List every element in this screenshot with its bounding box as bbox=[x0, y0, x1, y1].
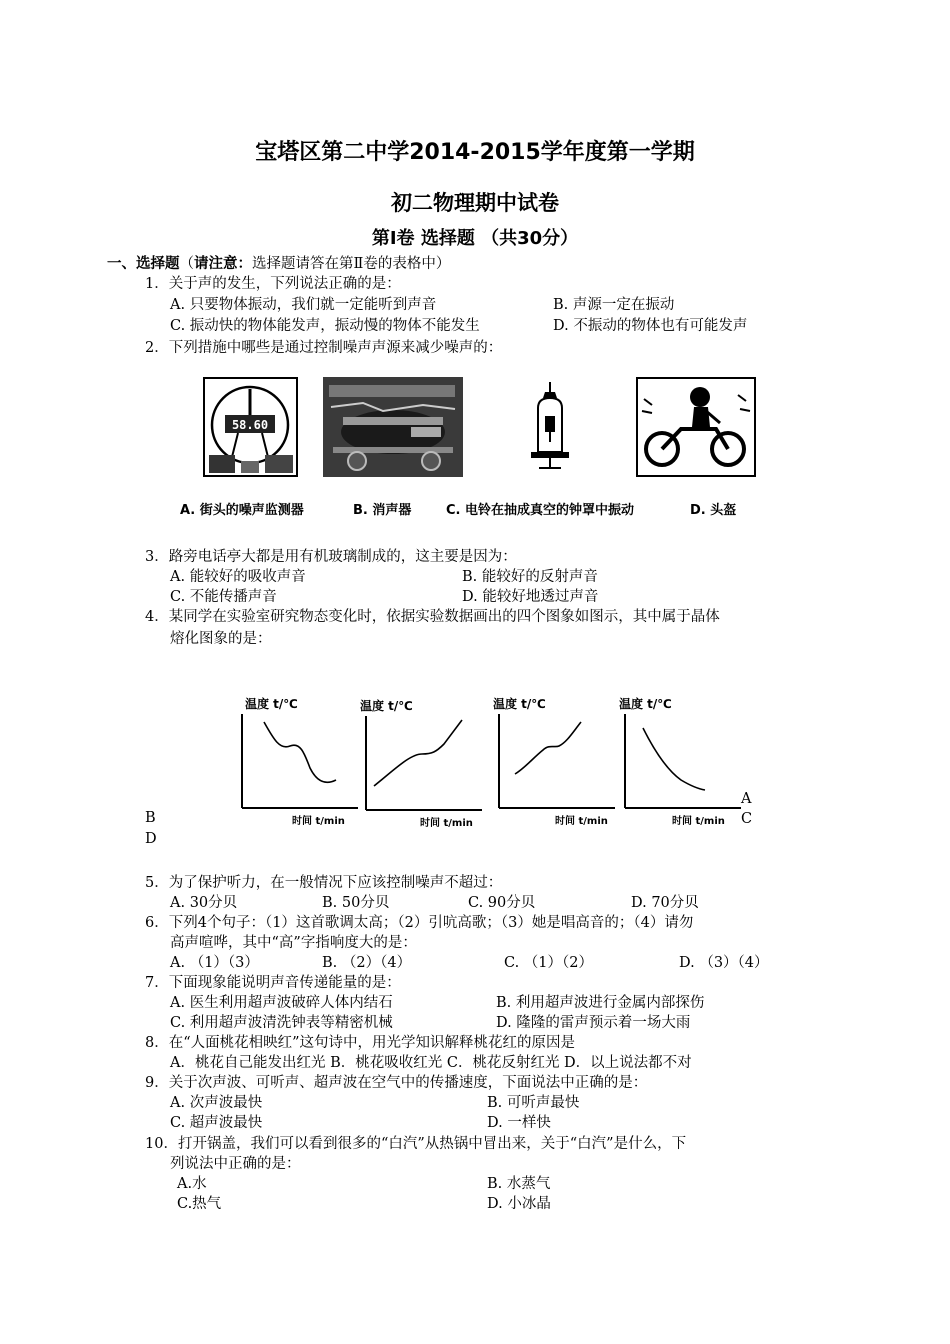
section-paren: （ bbox=[179, 256, 194, 272]
helmet-motorcycle-picture bbox=[636, 377, 756, 477]
exam-paper-title: 初二物理期中试卷 bbox=[391, 191, 559, 215]
q4-stem-line2: 熔化图象的是： bbox=[170, 631, 272, 647]
q8-options: A．桃花自己能发出红光 B．桃花吸收红光 C．桃花反射红光 D．以上说法都不对 bbox=[170, 1055, 692, 1071]
graph3-ylabel: 温度 t/℃ bbox=[493, 697, 546, 711]
q3-stem: 3．路旁电话亭大都是用有机玻璃制成的，这主要是因为： bbox=[145, 549, 517, 565]
graph3-xlabel: 时间 t/min bbox=[555, 816, 608, 827]
q10-option-b: B. 水蒸气 bbox=[487, 1176, 551, 1192]
section-header bbox=[107, 252, 450, 273]
q2-stem: 2．下列措施中哪些是通过控制噪声声源来减少噪声的： bbox=[145, 340, 503, 356]
q3-option-b: B. 能较好的反射声音 bbox=[462, 569, 598, 585]
section-note-label: 请注意： bbox=[194, 256, 252, 272]
q4-letter-a: A bbox=[741, 791, 752, 807]
q5-stem: 5．为了保护听力，在一般情况下应该控制噪声不超过： bbox=[145, 875, 503, 891]
q9-option-c: C. 超声波最快 bbox=[170, 1115, 263, 1131]
muffler-picture bbox=[323, 377, 463, 477]
graph1-ylabel: 温度 t/℃ bbox=[245, 697, 298, 711]
q5-option-d: D. 70分贝 bbox=[631, 895, 699, 911]
section-label: 一、选择题 bbox=[107, 256, 180, 272]
q10-option-a: A.水 bbox=[177, 1176, 207, 1192]
q6-stem-line1: 6．下列4个句子：（1）这首歌调太高；（2）引吭高歌；（3）她是唱高音的；（4）请勿 bbox=[145, 915, 694, 931]
graph3-curve bbox=[497, 712, 617, 812]
q1-option-d: D. 不振动的物体也有可能发声 bbox=[553, 318, 748, 334]
q5-option-a: A. 30分贝 bbox=[170, 895, 238, 911]
q3-option-a: A. 能较好的吸收声音 bbox=[170, 569, 306, 585]
q3-option-c: C. 不能传播声音 bbox=[170, 589, 277, 605]
q7-option-c: C. 利用超声波清洗钟表等精密机械 bbox=[170, 1015, 393, 1031]
graph1-curve bbox=[240, 712, 360, 812]
q2-caption-a: A. 街头的噪声监测器 bbox=[180, 503, 304, 518]
q5-option-b: B. 50分贝 bbox=[322, 895, 390, 911]
q6-option-a: A. （1）（3） bbox=[170, 955, 259, 971]
q7-option-a: A. 医生利用超声波破碎人体内结石 bbox=[170, 995, 393, 1011]
q4-letter-d: D bbox=[145, 831, 157, 847]
q6-option-c: C. （1）（2） bbox=[504, 955, 593, 971]
q10-option-c: C.热气 bbox=[177, 1196, 222, 1212]
q7-option-d: D. 隆隆的雷声预示着一场大雨 bbox=[496, 1015, 691, 1031]
q6-option-b: B. （2）（4） bbox=[322, 955, 412, 971]
graph1-xlabel: 时间 t/min bbox=[292, 816, 345, 827]
q10-option-d: D. 小冰晶 bbox=[487, 1196, 551, 1212]
q9-stem: 9．关于次声波、可听声、超声波在空气中的传播速度，下面说法中正确的是： bbox=[145, 1075, 648, 1091]
exam-school-title: 宝塔区第二中学2014-2015学年度第一学期 bbox=[255, 140, 695, 165]
q1-stem: 1．关于声的发生，下列说法正确的是： bbox=[145, 276, 401, 292]
section-note-text: 选择题请答在第Ⅱ卷的表格中） bbox=[252, 256, 451, 272]
noise-monitor-picture bbox=[203, 377, 298, 477]
q9-option-d: D. 一样快 bbox=[487, 1115, 551, 1131]
graph4-ylabel: 温度 t/℃ bbox=[619, 697, 672, 711]
q9-option-b: B. 可听声最快 bbox=[487, 1095, 580, 1111]
q8-stem: 8．在“人面桃花相映红”这句诗中，用光学知识解释桃花红的原因是 bbox=[145, 1035, 576, 1051]
graph2-curve bbox=[364, 714, 484, 814]
q4-letter-b: B bbox=[145, 810, 156, 826]
graph2-ylabel: 温度 t/℃ bbox=[360, 699, 413, 713]
q9-option-a: A. 次声波最快 bbox=[170, 1095, 263, 1111]
q2-caption-c: C. 电铃在抽成真空的钟罩中振动 bbox=[446, 503, 635, 518]
q4-letter-c: C bbox=[741, 811, 753, 827]
bell-jar-picture bbox=[525, 380, 575, 472]
q2-caption-b: B. 消声器 bbox=[353, 503, 412, 518]
q6-option-d: D. （3）（4） bbox=[679, 955, 769, 971]
q10-stem-line1: 10．打开锅盖，我们可以看到很多的“白汽”从热锅中冒出来，关于“白汽”是什么，下 bbox=[145, 1136, 687, 1152]
q1-option-c: C. 振动快的物体能发声，振动慢的物体不能发生 bbox=[170, 318, 480, 334]
q1-option-b: B. 声源一定在振动 bbox=[553, 297, 675, 313]
q4-stem-line1: 4．某同学在实验室研究物态变化时，依据实验数据画出的四个图象如图示，其中属于晶体 bbox=[145, 609, 720, 625]
q7-stem: 7．下面现象能说明声音传递能量的是： bbox=[145, 975, 401, 991]
q2-caption-d: D. 头盔 bbox=[690, 503, 737, 518]
graph4-curve bbox=[623, 712, 743, 812]
graph4-xlabel: 时间 t/min bbox=[672, 816, 725, 827]
q6-stem-line2: 高声喧哗，其中“高”字指响度大的是： bbox=[170, 935, 417, 951]
q5-option-c: C. 90分贝 bbox=[468, 895, 536, 911]
section-part-title: 第Ⅰ卷 选择题 （共30分） bbox=[371, 228, 579, 249]
q10-stem-line2: 列说法中正确的是： bbox=[170, 1156, 301, 1172]
monitor-display-text: 58.60 bbox=[231, 418, 269, 432]
q1-option-a: A. 只要物体振动，我们就一定能听到声音 bbox=[170, 297, 437, 313]
graph2-xlabel: 时间 t/min bbox=[420, 818, 473, 829]
q7-option-b: B. 利用超声波进行金属内部探伤 bbox=[496, 995, 705, 1011]
q3-option-d: D. 能较好地透过声音 bbox=[462, 589, 599, 605]
